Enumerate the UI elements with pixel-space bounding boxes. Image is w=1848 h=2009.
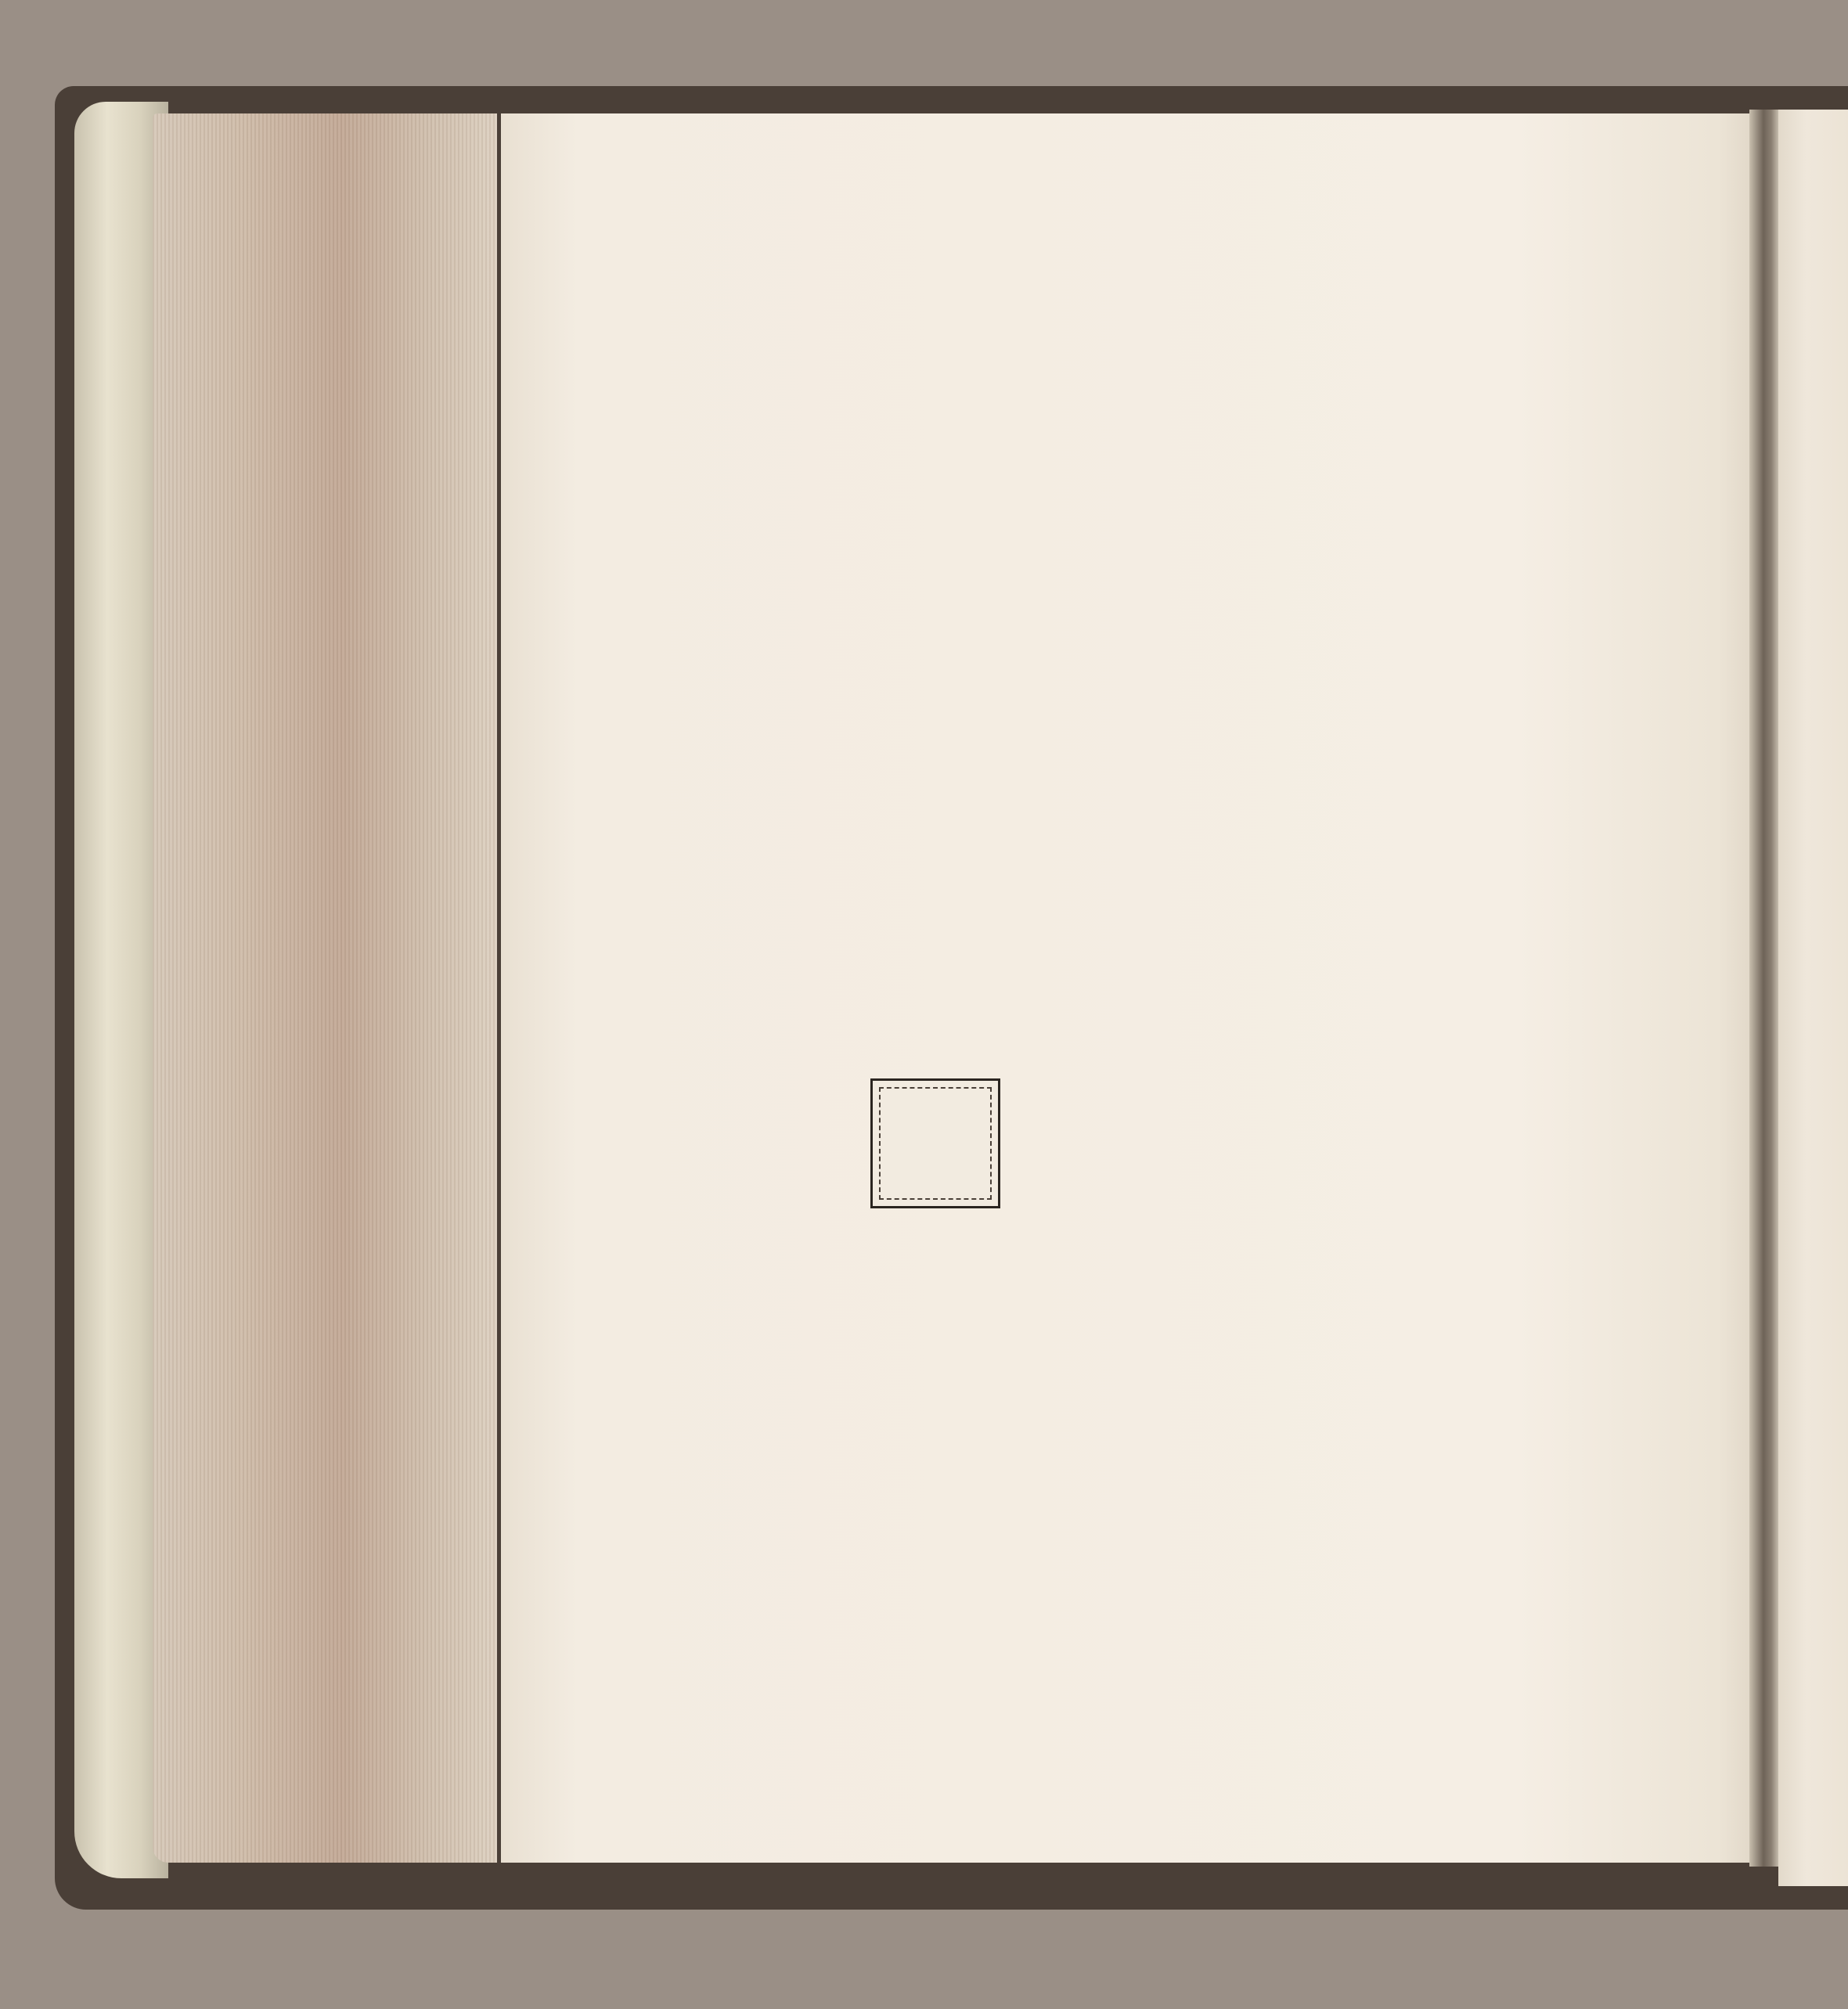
dropcap-letter xyxy=(873,1081,998,1206)
right-page-fragment xyxy=(1778,110,1848,1886)
left-page xyxy=(501,113,1769,1863)
page-edges xyxy=(153,113,497,1863)
book-gutter xyxy=(1749,110,1781,1867)
dropcap-initial xyxy=(870,1078,1000,1208)
